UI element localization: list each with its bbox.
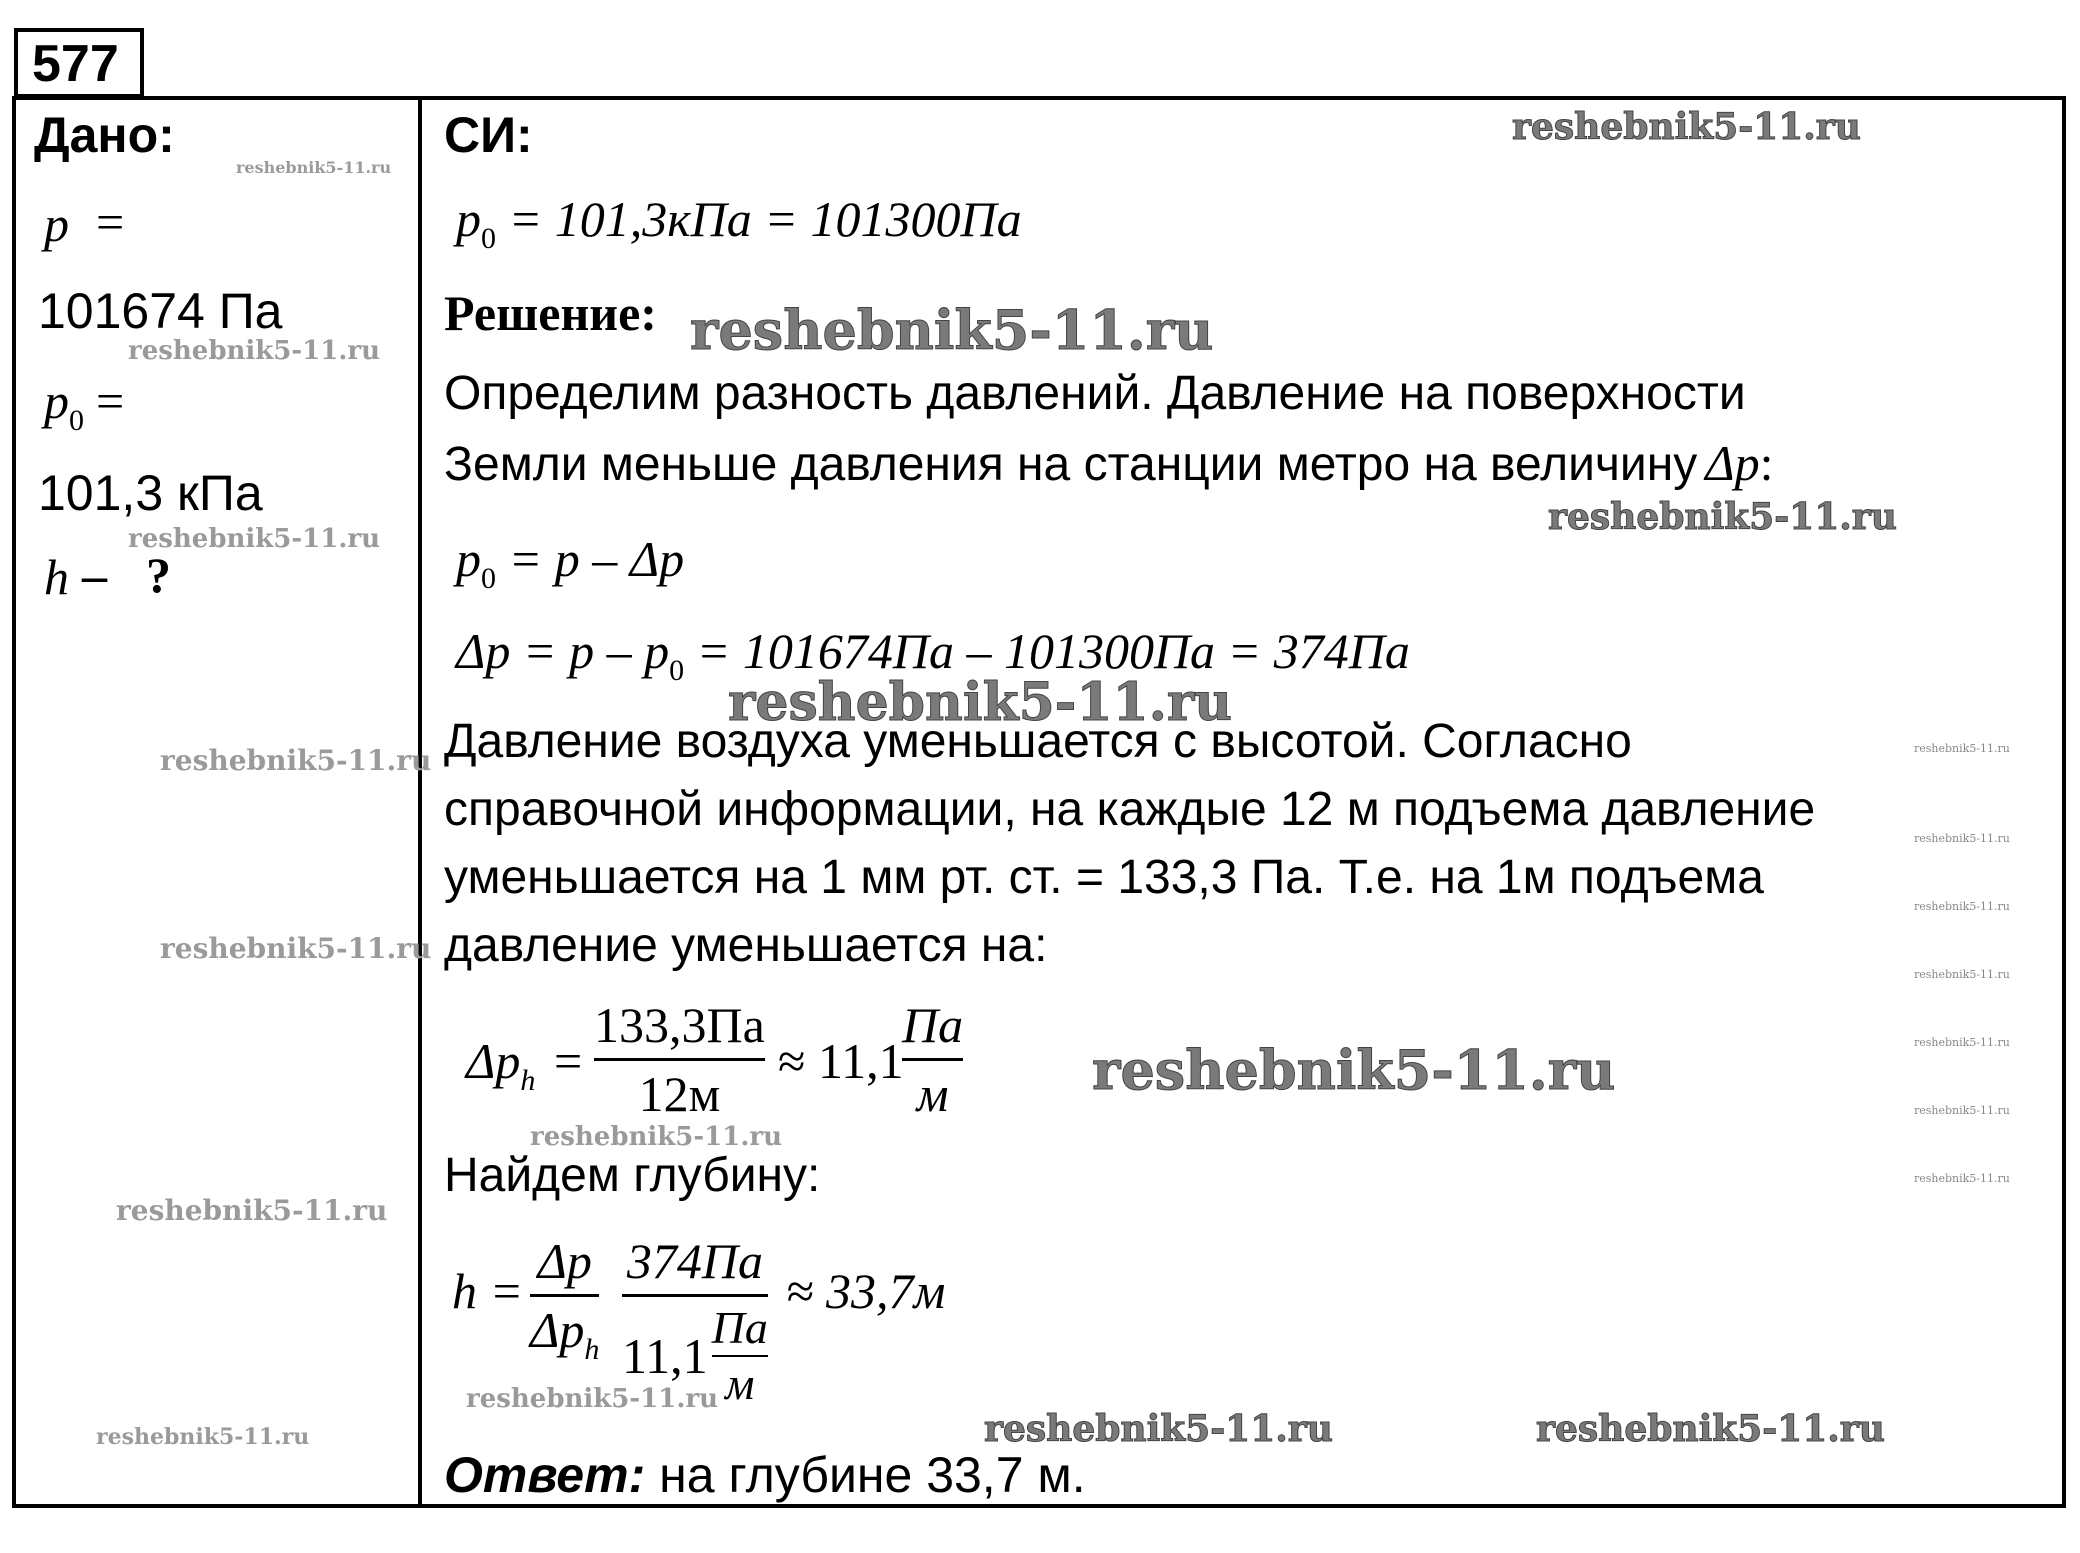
watermark: reshebnik5-11.ru [1536,1408,1885,1450]
eq4-f2-den: 11,1 Па м [622,1302,768,1409]
eq4-f1-num: Δp [537,1233,592,1289]
para2-line1: Давление воздуха уменьшается с высотой. Согласно [444,715,1632,768]
given-p0-value: 101,3 кПа [38,465,263,521]
watermark: reshebnik5-11.ru [116,1194,388,1227]
given-heading: Дано: [34,107,175,163]
eq3-eq: = [554,1033,583,1089]
eq4-lhs: h = [452,1263,524,1319]
watermark: reshebnik5-11.ru [1092,1038,1616,1102]
eq3-fraction-bar [594,1058,765,1061]
given-p-value: 101674 Па [38,283,283,339]
given-h-question: ? [146,547,171,603]
given-p0-label: $p_0$ [44,373,84,437]
watermark: reshebnik5-11.ru [96,1424,310,1450]
watermark: reshebnik5-11.ru [984,1408,1333,1450]
answer-line [444,1446,1086,1504]
watermark: reshebnik5-11.ru [1914,832,2010,845]
eq3-fraction [594,997,765,1122]
eq4-fraction1 [530,1233,600,1366]
para2-line2: справочной информации, на каждые 12 м подъема давление [444,783,1816,836]
eq4-result: ≈ 33,7м [786,1263,946,1319]
watermark: reshebnik5-11.ru [728,672,1233,733]
watermark: reshebnik5-11.ru [128,336,381,366]
answer-label: Ответ: [444,1447,646,1503]
watermark: reshebnik5-11.ru [690,298,1214,362]
para3: Найдем глубину: [444,1149,821,1202]
answer-text: на глубине 33,7 м. [645,1447,1086,1503]
eq3-unit-fraction [902,997,964,1122]
eq3-num: 133,3Па [594,997,765,1053]
watermark: reshebnik5-11.ru [160,744,432,777]
para1-line1: Определим разность давлений. Давление на поверхности [444,367,1746,420]
watermark: reshebnik5-11.ru [1548,496,1897,538]
eq4-f1-den: $\Delta p_h$ [530,1302,600,1366]
watermark: reshebnik5-11.ru [236,158,392,177]
para1-line2: Земли меньше давления на станции метро на величину Δp: [444,435,1774,491]
eq4-fraction2 [622,1233,768,1409]
eq3-unit-den: м [916,1066,949,1122]
watermark: reshebnik5-11.ru [160,932,432,965]
eq3-lhs: $\Delta p_h$ [466,1033,536,1097]
eq1: $p_0 = p - \Delta p$ [456,531,685,595]
watermark: reshebnik5-11.ru [1914,900,2010,913]
watermark: reshebnik5-11.ru [530,1122,783,1152]
watermark: reshebnik5-11.ru [1914,1172,2010,1185]
eq3-unit-num: Па [902,997,964,1053]
given-h-label: h [44,549,69,605]
eq2: $\Delta p = p - p_0 = 101674Па - 101300Па = 374Па$ [456,623,1410,687]
given-p-eq: = [96,194,125,250]
para2-line4: давление уменьшается на: [444,919,1048,972]
eq3-unit-bar [902,1058,963,1061]
eq4-f2-num: 374Па [626,1233,763,1289]
given-h-dash: – [82,547,107,603]
watermark: reshebnik5-11.ru [128,524,381,554]
watermark: reshebnik5-11.ru [1512,106,1861,148]
solution-heading: Решение: [444,285,657,341]
watermark: reshebnik5-11.ru [1914,742,2010,755]
si-heading: СИ: [444,107,533,163]
si-formula: $p_0 = 101,3кПа = 101300Па$ [456,191,1022,255]
watermark: reshebnik5-11.ru [1914,1036,2010,1049]
eq4-f1-bar [530,1294,599,1297]
watermark: reshebnik5-11.ru [466,1384,719,1414]
para2-line3: уменьшается на 1 мм рт. ст. = 133,3 Па. Т.е. на 1м подъема [444,851,1764,904]
watermark: reshebnik5-11.ru [1914,1104,2010,1117]
problem-number: 577 [32,35,119,93]
given-p0-eq: = [96,373,125,429]
eq3-den: 12м [638,1066,721,1122]
watermark: reshebnik5-11.ru [1914,968,2010,981]
eq4-f2-bar [622,1294,768,1297]
eq3-approx: ≈ 11,1 [778,1033,904,1089]
given-p-label: p [44,196,69,252]
column-divider [418,96,422,1508]
problem-number-box [14,28,144,98]
